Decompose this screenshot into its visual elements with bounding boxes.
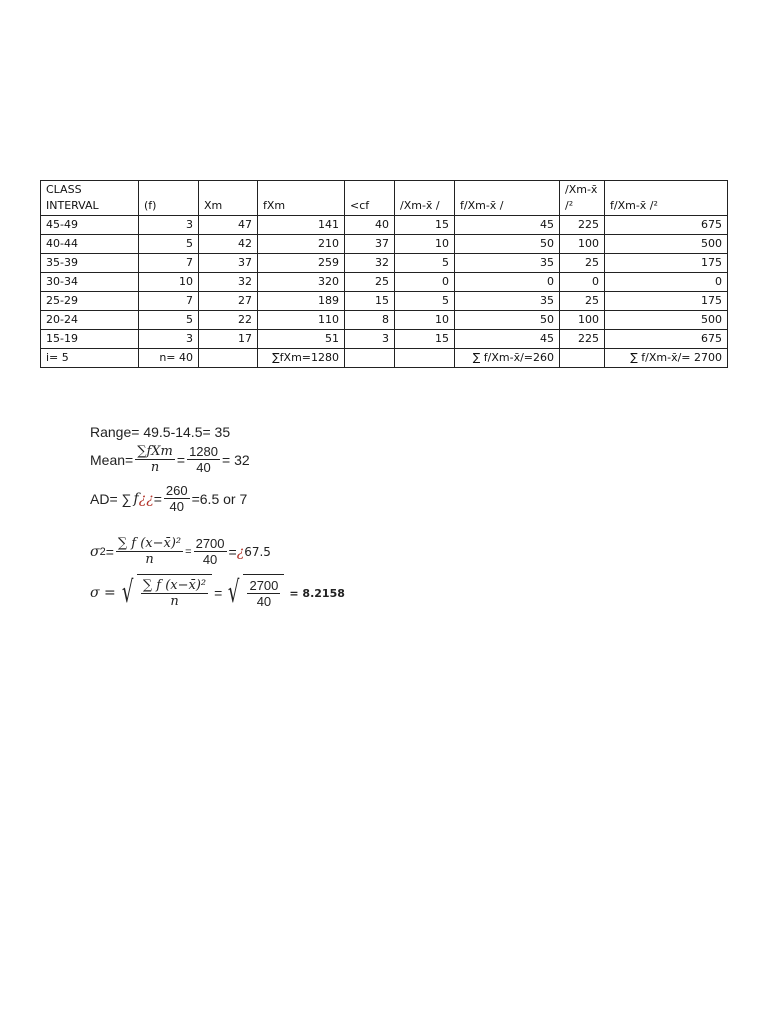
sd-line bbox=[90, 574, 345, 612]
cell: 37 bbox=[199, 254, 258, 273]
cell: 0 bbox=[455, 273, 560, 292]
header-f-abs-deviation: f/Xm-x̄ / bbox=[455, 181, 560, 216]
cell: 7 bbox=[139, 292, 199, 311]
cell: 30-34 bbox=[41, 273, 139, 292]
frequency-table bbox=[40, 180, 728, 368]
variance-denominator: n bbox=[145, 552, 154, 567]
header-frequency: (f) bbox=[139, 181, 199, 216]
cell: 5 bbox=[395, 292, 455, 311]
sd-sqrt bbox=[118, 574, 212, 612]
mean-denominator: n bbox=[150, 460, 160, 475]
cell: 51 bbox=[258, 330, 345, 349]
header-f-abs-deviation-squared: f/Xm-x̄ /² bbox=[605, 181, 728, 216]
cell: 40-44 bbox=[41, 235, 139, 254]
cell: 210 bbox=[258, 235, 345, 254]
cell: 45-49 bbox=[41, 216, 139, 235]
sd-equals: = bbox=[214, 585, 223, 601]
cell bbox=[395, 349, 455, 368]
total-frequency-cell: n= 40 bbox=[139, 349, 199, 368]
cell: 10 bbox=[139, 273, 199, 292]
cell: 500 bbox=[605, 311, 728, 330]
cell: 35 bbox=[455, 254, 560, 273]
cell: 100 bbox=[560, 235, 605, 254]
sd-sqrt-2 bbox=[224, 574, 284, 612]
cell: 25 bbox=[560, 254, 605, 273]
cell: 22 bbox=[199, 311, 258, 330]
cell: 17 bbox=[199, 330, 258, 349]
variance-line bbox=[90, 536, 271, 567]
cell: 225 bbox=[560, 330, 605, 349]
range-text: Range= 49.5-14.5= 35 bbox=[90, 424, 231, 440]
sd-numerator-value: 2700 bbox=[249, 578, 279, 593]
variance-superscript: 2 bbox=[99, 545, 106, 558]
cell: 500 bbox=[605, 235, 728, 254]
sd-radicand-2 bbox=[243, 574, 284, 612]
mean-numerator: ∑fXm bbox=[137, 444, 173, 459]
cell: 0 bbox=[560, 273, 605, 292]
table-row bbox=[41, 235, 728, 254]
header-fxm: fXm bbox=[258, 181, 345, 216]
class-width-cell: i= 5 bbox=[41, 349, 139, 368]
cell: 40 bbox=[345, 216, 395, 235]
cell: 175 bbox=[605, 292, 728, 311]
sd-denominator: n bbox=[170, 594, 179, 609]
cell: 37 bbox=[345, 235, 395, 254]
ad-equals: = bbox=[153, 490, 162, 507]
range-line bbox=[90, 424, 230, 440]
ad-fraction bbox=[164, 483, 190, 514]
sd-result: = 8.2158 bbox=[289, 586, 345, 600]
cell: 32 bbox=[345, 254, 395, 273]
sum-f-abs-deviation-squared-cell: ∑ f/Xm-x̄/= 2700 bbox=[605, 349, 728, 368]
mean-fraction bbox=[135, 444, 175, 475]
cell: 20-24 bbox=[41, 311, 139, 330]
cell: 141 bbox=[258, 216, 345, 235]
cell: 15 bbox=[395, 216, 455, 235]
sqrt-icon: √ bbox=[228, 575, 240, 610]
header-class-interval: CLASS INTERVAL bbox=[41, 181, 139, 216]
cell: 35 bbox=[455, 292, 560, 311]
table-row bbox=[41, 216, 728, 235]
mean-numerator-value: 1280 bbox=[189, 444, 218, 459]
ad-line bbox=[90, 483, 247, 514]
ad-marks: ¿¿ bbox=[138, 490, 154, 507]
mean-line bbox=[90, 444, 250, 475]
cell: 3 bbox=[139, 216, 199, 235]
variance-value-fraction bbox=[194, 536, 227, 567]
cell: 42 bbox=[199, 235, 258, 254]
sd-radicand bbox=[137, 574, 212, 612]
cell: 5 bbox=[139, 235, 199, 254]
cell: 100 bbox=[560, 311, 605, 330]
table-header-row bbox=[41, 181, 728, 216]
mean-label: Mean= bbox=[90, 451, 134, 468]
header-cumulative-frequency: <cf bbox=[345, 181, 395, 216]
header-abs-deviation-squared: /Xm-x̄ /² bbox=[560, 181, 605, 216]
sd-fraction bbox=[141, 578, 208, 609]
cell: 175 bbox=[605, 254, 728, 273]
mean-denominator-value: 40 bbox=[196, 460, 211, 475]
cell: 45 bbox=[455, 330, 560, 349]
variance-sigma: σ bbox=[90, 543, 100, 560]
cell bbox=[199, 349, 258, 368]
ad-denominator: 40 bbox=[169, 499, 184, 514]
cell: 10 bbox=[395, 235, 455, 254]
variance-numerator-value: 2700 bbox=[195, 536, 225, 551]
cell: 15 bbox=[345, 292, 395, 311]
variance-mark: ¿ bbox=[236, 543, 245, 560]
variance-result: 67.5 bbox=[244, 544, 271, 559]
cell: 25 bbox=[345, 273, 395, 292]
table-row bbox=[41, 254, 728, 273]
cell: 0 bbox=[605, 273, 728, 292]
variance-equals: = bbox=[105, 543, 114, 560]
table-row bbox=[41, 330, 728, 349]
cell: 15 bbox=[395, 330, 455, 349]
cell: 25 bbox=[560, 292, 605, 311]
cell: 675 bbox=[605, 330, 728, 349]
cell: 225 bbox=[560, 216, 605, 235]
sum-fxm-cell: ∑fXm=1280 bbox=[258, 349, 345, 368]
ad-numerator: 260 bbox=[165, 483, 188, 498]
ad-label: AD= ∑ bbox=[90, 490, 132, 507]
ad-result: =6.5 or 7 bbox=[191, 490, 248, 507]
header-midpoint: Xm bbox=[199, 181, 258, 216]
mean-result: = 32 bbox=[222, 451, 250, 468]
cell: 8 bbox=[345, 311, 395, 330]
sd-lhs: σ = bbox=[90, 585, 116, 601]
sd-value-fraction bbox=[247, 578, 280, 609]
cell: 259 bbox=[258, 254, 345, 273]
mean-equals: = bbox=[176, 451, 186, 468]
cell: 675 bbox=[605, 216, 728, 235]
cell: 35-39 bbox=[41, 254, 139, 273]
table-footer-row bbox=[41, 349, 728, 368]
cell: 3 bbox=[345, 330, 395, 349]
cell: 110 bbox=[258, 311, 345, 330]
cell bbox=[345, 349, 395, 368]
cell: 15-19 bbox=[41, 330, 139, 349]
sum-f-abs-deviation-cell: ∑ f/Xm-x̄/=260 bbox=[455, 349, 560, 368]
variance-numerator: ∑ f (x−x̄)² bbox=[117, 536, 182, 551]
variance-denominator-value: 40 bbox=[202, 552, 218, 567]
variance-fraction bbox=[116, 536, 183, 567]
cell: 47 bbox=[199, 216, 258, 235]
cell: 45 bbox=[455, 216, 560, 235]
table-row bbox=[41, 311, 728, 330]
sd-denominator-value: 40 bbox=[256, 594, 272, 609]
cell: 32 bbox=[199, 273, 258, 292]
table-row bbox=[41, 292, 728, 311]
cell: 50 bbox=[455, 235, 560, 254]
cell: 320 bbox=[258, 273, 345, 292]
ad-f: f bbox=[133, 490, 139, 507]
header-abs-deviation: /Xm-x̄ / bbox=[395, 181, 455, 216]
cell: 3 bbox=[139, 330, 199, 349]
cell: 7 bbox=[139, 254, 199, 273]
mean-value-fraction bbox=[187, 444, 220, 475]
cell: 27 bbox=[199, 292, 258, 311]
cell: 10 bbox=[395, 311, 455, 330]
cell: 25-29 bbox=[41, 292, 139, 311]
cell: 5 bbox=[395, 254, 455, 273]
variance-equals-2: = bbox=[185, 545, 192, 558]
cell: 0 bbox=[395, 273, 455, 292]
cell bbox=[560, 349, 605, 368]
sd-numerator: ∑ f (x−x̄)² bbox=[142, 578, 207, 593]
cell: 5 bbox=[139, 311, 199, 330]
cell: 189 bbox=[258, 292, 345, 311]
table-row bbox=[41, 273, 728, 292]
sqrt-icon: √ bbox=[121, 575, 134, 610]
variance-equals-3: = bbox=[228, 543, 237, 560]
cell: 50 bbox=[455, 311, 560, 330]
